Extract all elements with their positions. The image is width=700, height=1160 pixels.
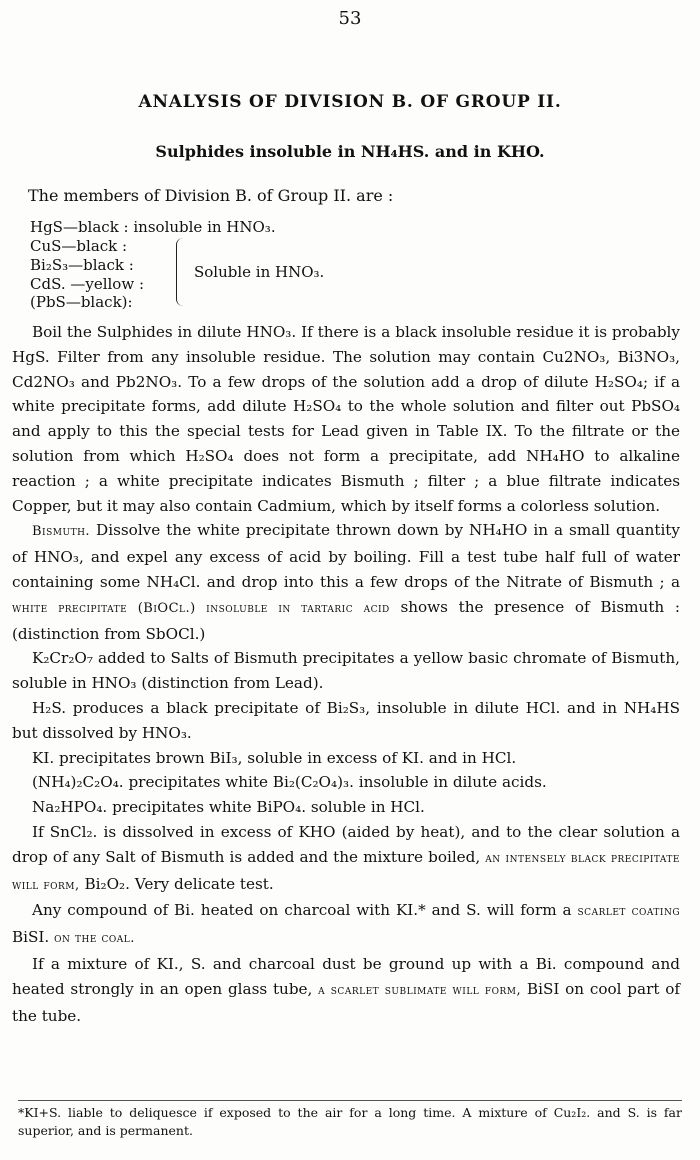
paragraph-oxalate: (NH₄)₂C₂O₄. precipitates white Bi₂(C₂O₄)₃. insoluble in dilute acids.	[32, 773, 547, 792]
footnote	[18, 1104, 682, 1140]
paragraph-tube	[12, 952, 680, 1028]
paragraph-phosphate: Na₂HPO₄. precipitates white BiPO₄. soluble in HCl.	[32, 798, 425, 817]
charcoal-emphasis: scarlet coating	[577, 904, 681, 920]
paragraph-boil: Boil the Sulphides in dilute HNO₃. If there is a black insoluble residue it is probably HgS. Filter from any insoluble residue. The solution may contain Cu2NO₃, Bi3NO₃, Cd2NO₃ and Pb2NO₃. To a few drops of the solution add a drop of dilute H₂SO₄; if a white precipitate forms, add dilute H₂SO₄ to the whole solution and filter out PbSO₄ and apply to this the special tests for Lead given in Table IX. To the filtrate or the solution from which H₂SO₄ does not form a precipitate, add NH₄HO to alkaline reaction ; a white precipitate indicates Bismuth ; filter ; a blue filtrate indicates Copper, but it may also contain Cadmium, which by itself forms a colorless solution.	[12, 323, 680, 515]
main-text	[12, 320, 680, 1028]
paragraph-dichromate: K₂Cr₂O₇ added to Salts of Bismuth precipitates a yellow basic chromate of Bismuth, soluble in HNO₃ (distinction from Lead).	[12, 649, 680, 693]
member-hgs: HgS—black : insoluble in HNO₃.	[30, 218, 276, 236]
bismuth-heading: Bismuth.	[32, 524, 91, 540]
bismuth-text-b: shows the presence of Bismuth : (distinction from SbOCl.)	[12, 597, 680, 643]
tube-emphasis: a scarlet sublimate will form,	[318, 982, 522, 998]
tube-text-b: BiSI on cool part of the tube.	[12, 979, 680, 1025]
member-cds: CdS. —yellow :	[30, 275, 144, 293]
sncl2-emphasis: an intensely black precipitate will form,	[12, 850, 680, 893]
sncl2-text-b: Bi₂O₂. Very delicate test.	[79, 874, 274, 893]
section-title: ANALYSIS OF DIVISION B. OF GROUP II.	[138, 92, 562, 112]
paragraph-h2s: H₂S. produces a black precipitate of Bi₂S₃, insoluble in dilute HCl. and in NH₄HS but dissolved by HNO₃.	[12, 698, 680, 742]
paragraph-ki: KI. precipitates brown BiI₃, soluble in excess of KI. and in HCl.	[32, 748, 517, 767]
bismuth-emphasis: white precipitate (BiOCl.) insoluble in tartaric acid	[12, 600, 390, 616]
paragraph-bismuth	[12, 518, 680, 646]
member-pbs: (PbS—black):	[30, 293, 133, 311]
sncl2-text-a: If SnCl₂. is dissolved in excess of KHO (aided by heat), and to the clear solution a drop of any Salt of Bismuth is added and the mixture boiled,	[12, 822, 680, 866]
bismuth-text-a: Dissolve the white precipitate thrown down by NH₄HO in a small quantity of HNO₃, and expel any excess of acid by boiling. Fill a test tube half full of water containing some NH₄Cl. and drop into this a few drops of the Nitrate of Bismuth ; a	[12, 521, 680, 591]
tube-text-a: If a mixture of KI., S. and charcoal dust be ground up with a Bi. compound and heated strongly in an open glass tube,	[12, 954, 680, 998]
soluble-label: Soluble in HNO₃.	[194, 263, 325, 281]
charcoal-text-a: Any compound of Bi. heated on charcoal with KI.* and S. will form a	[32, 901, 578, 920]
footnote-text: *KI+S. liable to deliquesce if exposed to the air for a long time. A mixture of Cu₂I₂. and S. is far superior, and is permanent.	[18, 1105, 682, 1138]
footnote-divider	[18, 1100, 682, 1101]
paragraph-sncl2	[12, 820, 680, 898]
charcoal-text-b: BiSI.	[12, 928, 55, 947]
member-bi2s3: Bi₂S₃—black :	[30, 256, 134, 274]
paragraph-charcoal	[12, 898, 680, 952]
page-number: 53	[338, 8, 362, 29]
charcoal-emphasis-2: on the coal.	[54, 931, 135, 947]
member-cus: CuS—black :	[30, 237, 128, 255]
intro-line: The members of Division B. of Group II. are :	[28, 186, 394, 205]
section-subtitle: Sulphides insoluble in NH₄HS. and in KHO.	[155, 142, 545, 161]
brace-icon	[176, 238, 187, 306]
